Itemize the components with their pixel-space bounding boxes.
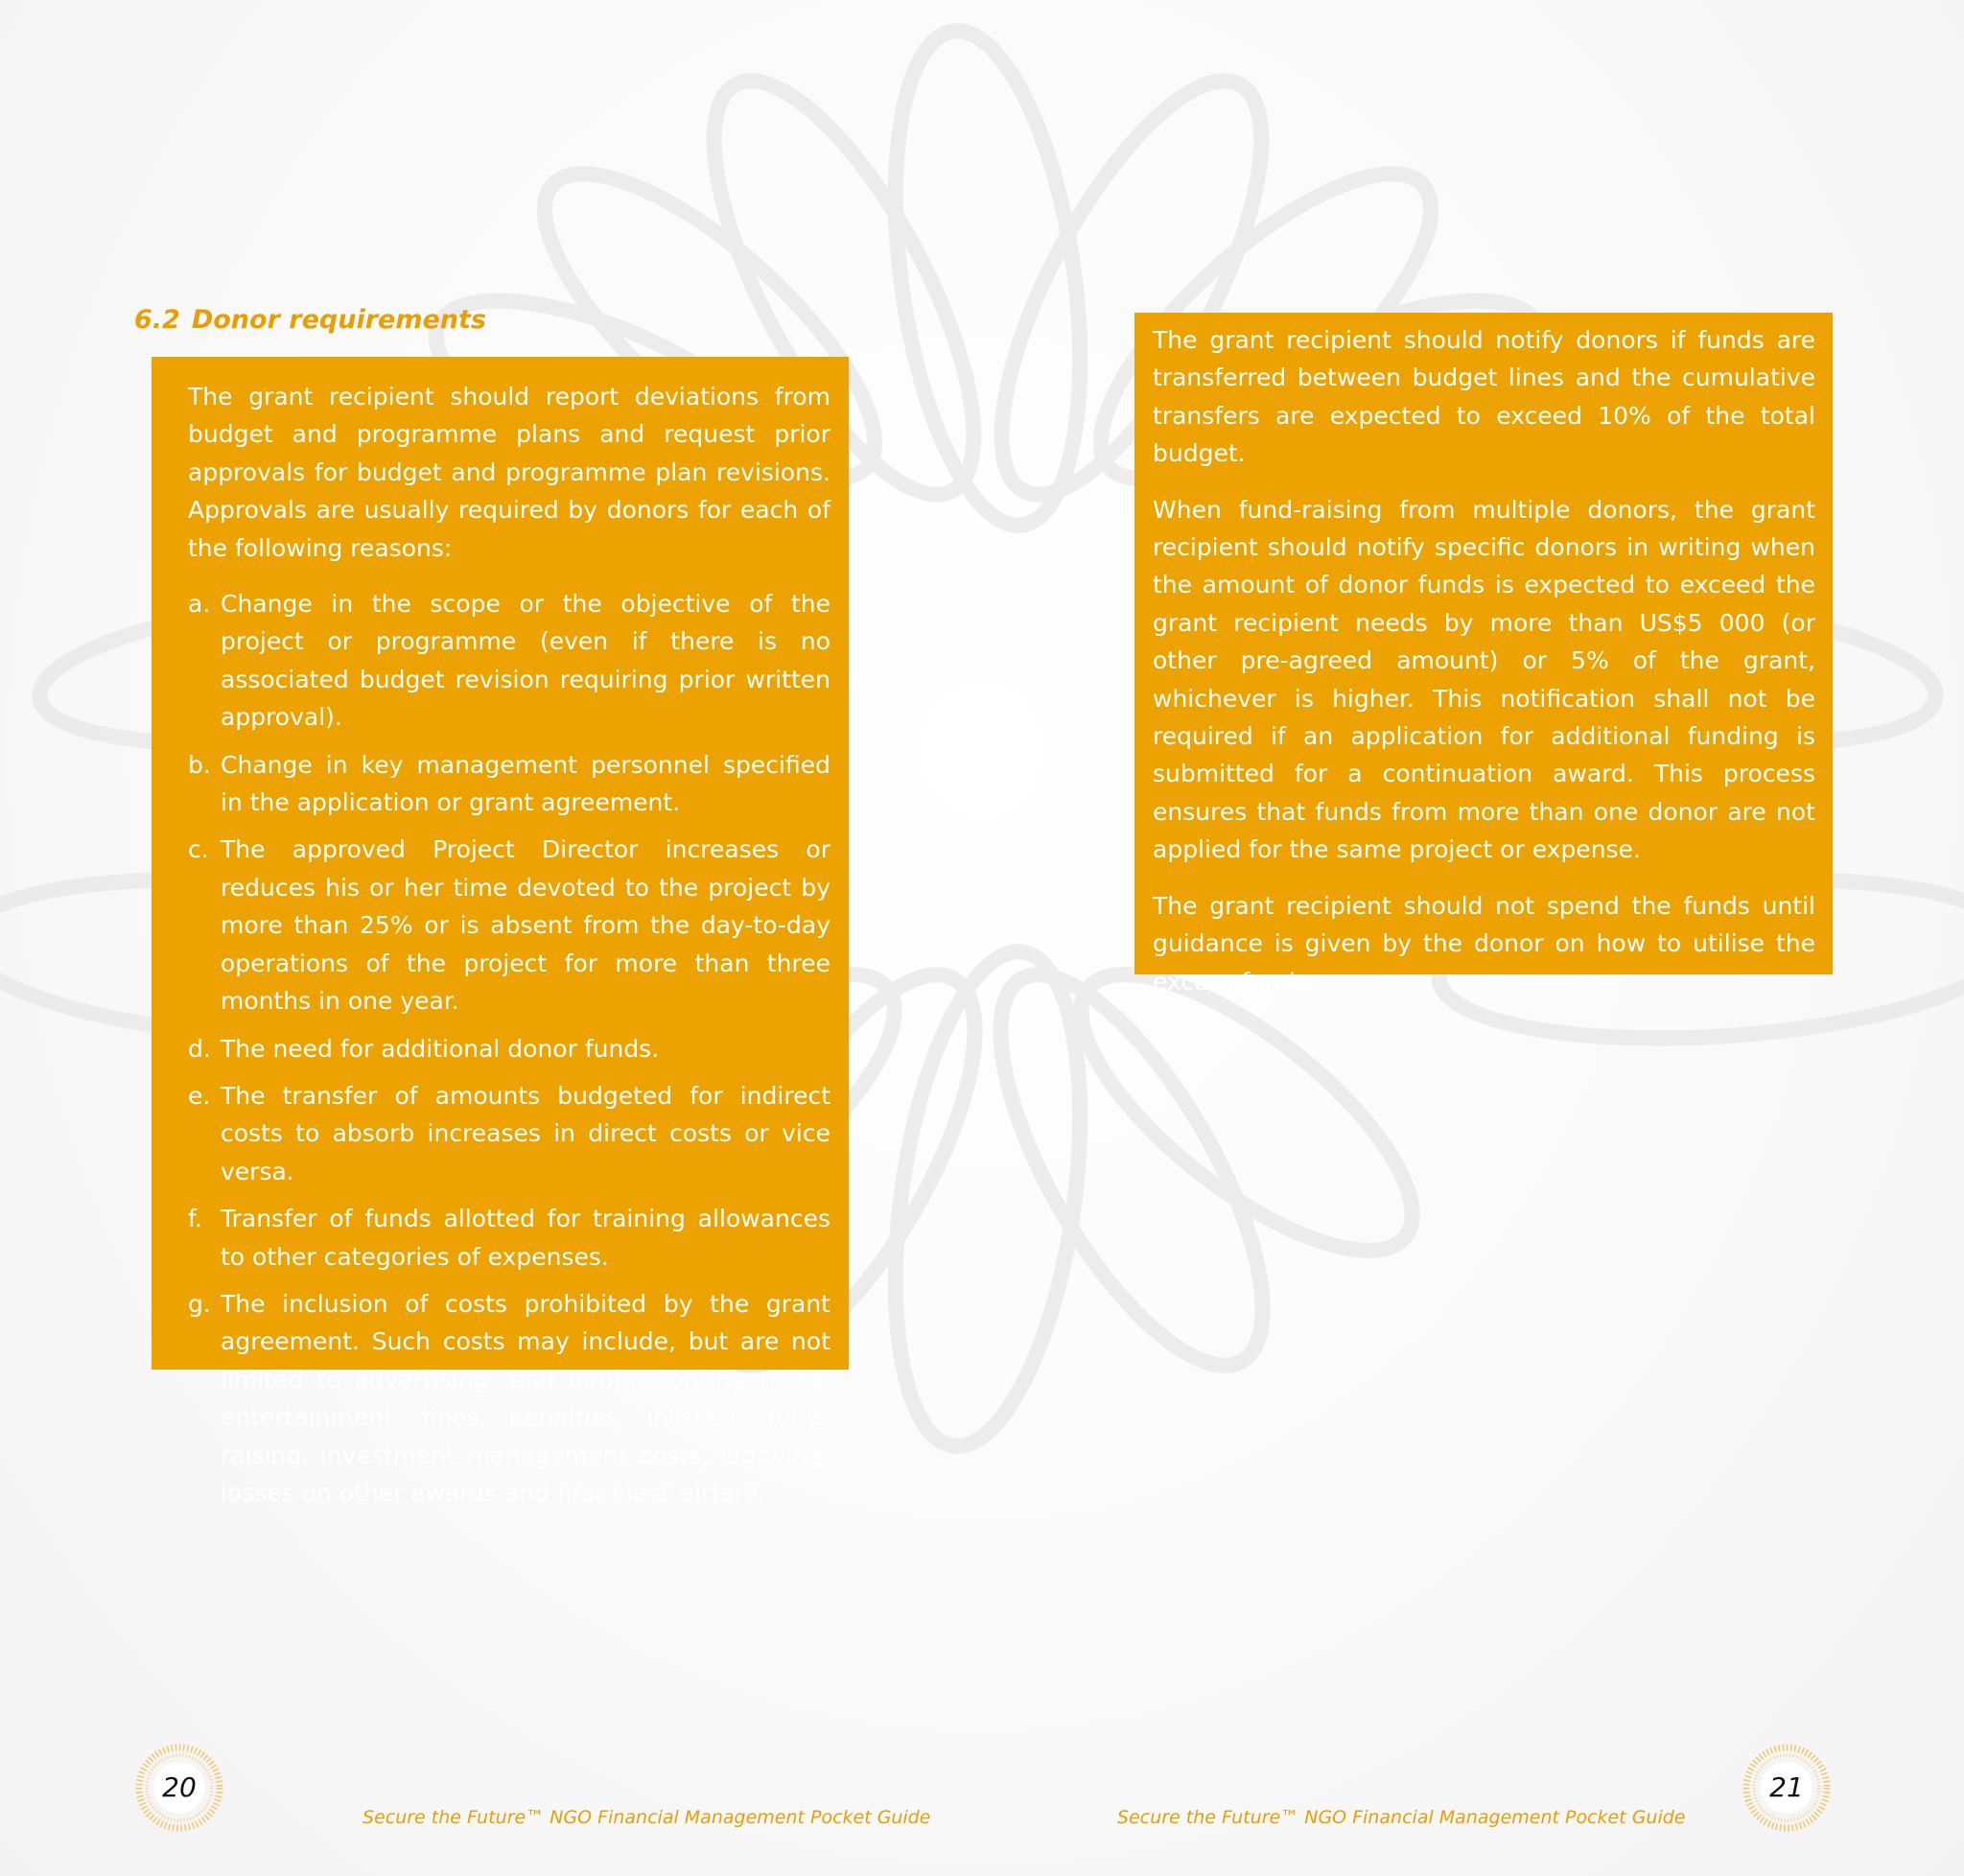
paragraph: The grant recipient should notify donors if funds are transferred between budget lines and the cumulative transfers are expected to exceed 10% of the total budget. <box>1153 326 1815 468</box>
paragraph: When fund-raising from multiple donors, the grant recipient should notify specific donors in writing when the amount of donor funds is expected to exceed the grant recipient needs by more than US$5 000 (or other pre-agreed amount) or 5% of the grant, whichever is higher. This notification shall not be required if an application for additional funding is submitted for a continuation award. This process ensures that funds from more than one donor are not applied for the same project or expense. <box>1153 495 1815 864</box>
page-number-badge-right <box>1742 1744 1831 1832</box>
list-item-text: Change in the scope or the objective of the project or programme (even if there is no associated budget revision requiring prior written approval). <box>221 590 830 732</box>
list-item-letter: f. <box>188 1205 202 1233</box>
paragraph: The grant recipient should not spend the funds until guidance is given by the donor on how to utilise the excess funds. <box>1153 891 1815 996</box>
list-item <box>188 1030 830 1067</box>
list-item-text: Change in key management personnel specified in the application or grant agreement. <box>221 750 830 817</box>
section-heading <box>134 305 486 335</box>
page-number: 20 <box>162 1771 197 1803</box>
list-item-text: The inclusion of costs prohibited by the grant agreement. Such costs may include, but are not limited to advertising, bad debts, contingencies, entertainment, fines, penalties, interest, fund-raising, investment management costs, lobbying, losses on other awards and first-class airfare. <box>221 1289 830 1507</box>
list-item-letter: g. <box>188 1289 211 1318</box>
list-item <box>188 1285 830 1512</box>
footer-title-right: Secure the Future™ NGO Financial Management Pocket Guide <box>1117 1807 1686 1828</box>
section-title: Donor requirements <box>191 305 486 335</box>
list-item <box>188 1077 830 1190</box>
section-number: 6.2 <box>134 305 180 335</box>
footer-title-left: Secure the Future™ NGO Financial Management Pocket Guide <box>362 1807 931 1828</box>
page-number-badge-left <box>135 1744 223 1832</box>
list-item-letter: a. <box>188 590 211 619</box>
page-number: 21 <box>1769 1771 1804 1803</box>
intro-paragraph: The grant recipient should report deviations from budget and programme plans and request prior approvals for budget and programme plan revisions. Approvals are usually required by donors for each of the following reasons: <box>188 383 830 562</box>
list-item <box>188 1200 830 1276</box>
list-item <box>188 746 830 822</box>
list-item-text: The transfer of amounts budgeted for indirect costs to absorb increases in direct costs or vice versa. <box>221 1081 830 1185</box>
list-item-text: Transfer of funds allotted for training allowances to other categories of expenses. <box>221 1205 830 1271</box>
list-item-text: The need for additional donor funds. <box>221 1034 660 1063</box>
notification-panel <box>1134 313 1833 996</box>
donor-requirements-panel <box>152 357 849 1507</box>
list-item <box>188 585 830 737</box>
list-item-letter: d. <box>188 1034 211 1063</box>
list-item <box>188 831 830 1020</box>
list-item-letter: b. <box>188 750 211 779</box>
list-item-letter: c. <box>188 835 209 864</box>
list-item-text: The approved Project Director increases or reduces his or her time devoted to the project by more than 25% or is absent from the day-to-day operations of the project for more than three months in one year. <box>221 835 830 1016</box>
reasons-list <box>188 585 830 1512</box>
list-item-letter: e. <box>188 1081 211 1110</box>
